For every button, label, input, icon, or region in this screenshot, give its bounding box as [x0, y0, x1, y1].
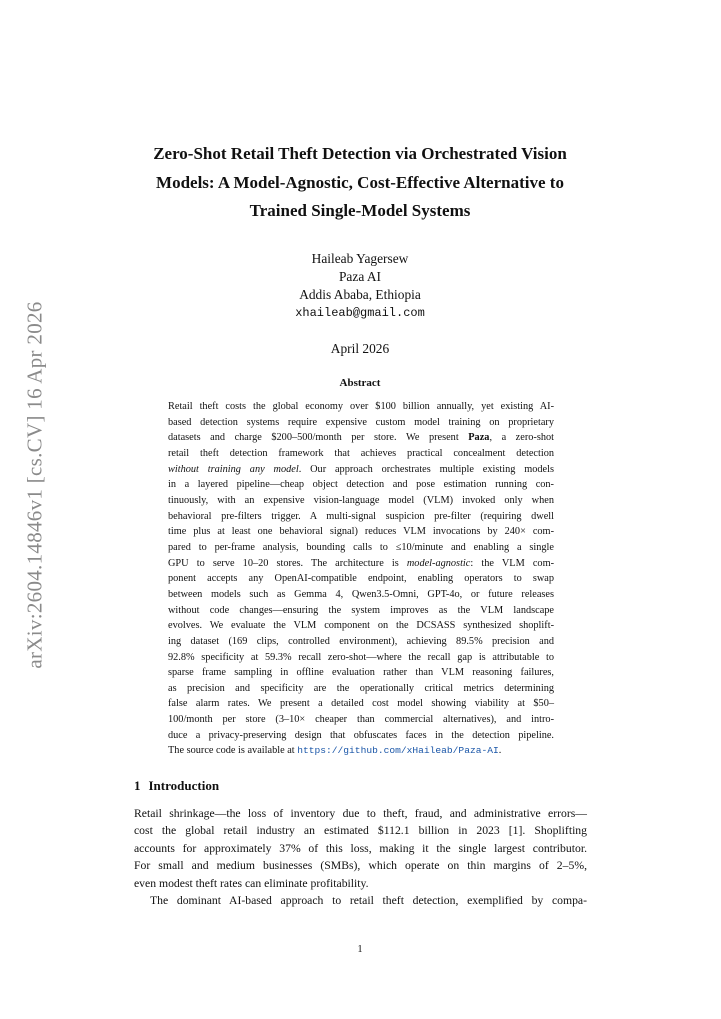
- source-code-link[interactable]: https://github.com/xHaileab/Paza-AI: [297, 745, 499, 757]
- author-email[interactable]: xhaileab@gmail.com: [295, 306, 425, 320]
- abstract-text: The source code is available at: [168, 745, 295, 757]
- paper-title: [120, 140, 600, 226]
- arxiv-sidebar-stamp: [22, 298, 48, 672]
- framework-name: Paza: [468, 432, 490, 444]
- abstract-line: duce a privacy-preserving design that obfuscates faces in the detection pipeline.: [168, 729, 554, 741]
- abstract-line: Retail theft costs the global economy over $100 billion annually, yet existing AI-: [168, 401, 554, 412]
- abstract-text: datasets and charge $200–500/month per store. We present: [168, 432, 459, 444]
- abstract-line: based detection systems require expensive custom model training on proprietary: [168, 416, 554, 428]
- abstract-line: without code changes—ensuring the system improves as the VLM landscape: [168, 604, 554, 616]
- abstract-line: [168, 430, 554, 446]
- abstract-text: : the VLM com-: [470, 557, 555, 569]
- abstract-text: . Our approach orchestrates multiple existing models: [298, 463, 554, 475]
- author-location: Addis Ababa, Ethiopia: [299, 287, 421, 302]
- abstract-text: , a zero-shot: [489, 432, 554, 444]
- author-block: [160, 250, 560, 322]
- abstract-line: [168, 743, 554, 759]
- abstract-line: ing dataset (169 clips, controlled environment), achieving 89.5% precision and: [168, 635, 554, 647]
- page-number: 1: [357, 944, 363, 955]
- body-line: The dominant AI-based approach to retail theft detection, exemplified by compa-: [150, 893, 587, 907]
- abstract-line: evolves. We evaluate the VLM component on the DCSASS synthesized shoplift-: [168, 620, 554, 632]
- abstract-line: tinuously, with an expensive vision-language model (VLM) invoked only when: [168, 494, 554, 506]
- abstract-line: as precision and specificity are the operationally critical metrics determining: [168, 682, 554, 694]
- introduction-body: [134, 805, 587, 909]
- title-line-3: Trained Single-Model Systems: [249, 201, 471, 220]
- abstract-line: 100/month per store (3–10× cheaper than commercial alternatives), and intro-: [168, 714, 554, 726]
- title-line-2: Models: A Model-Agnostic, Cost-Effective Alternative to: [156, 172, 564, 192]
- abstract-line: sparse frame sampling in offline evaluation rather than VLM reasoning failures,: [168, 667, 554, 679]
- section-heading-introduction: [134, 778, 219, 794]
- body-line: cost the global retail industry an estimated $112.1 billion in 2023 [1]. Shoplifting: [134, 824, 587, 838]
- section-title: Introduction: [148, 778, 220, 793]
- abstract-line: false alarm rates. We present a detailed cost model showing viability at $50–: [168, 698, 554, 710]
- body-line: For small and medium businesses (SMBs), which operate on thin margins of 2–5%,: [134, 859, 587, 873]
- emphasis-text: without training any model: [168, 463, 299, 475]
- body-line: even modest theft rates can eliminate profitability.: [134, 876, 369, 890]
- abstract-line: [168, 462, 554, 478]
- title-line-1: Zero-Shot Retail Theft Detection via Orchestrated Vision: [153, 144, 567, 163]
- arxiv-identifier: arXiv:2604.14846v1 [cs.CV] 16 Apr 2026: [22, 301, 47, 669]
- body-line: Retail shrinkage—the loss of inventory due to theft, fraud, and administrative errors—: [134, 807, 587, 820]
- abstract-line: behavioral pre-filters trigger. A multi-signal suspicion pre-filter (requiring dwell: [168, 510, 554, 522]
- abstract-line: pared to per-frame analysis, bounding calls to ≤10/minute and enabling a single: [168, 541, 554, 553]
- abstract-text: .: [498, 745, 502, 757]
- paper-date: April 2026: [330, 341, 390, 356]
- abstract-heading: Abstract: [339, 377, 381, 389]
- section-number: 1: [134, 778, 141, 793]
- abstract-line: ponent accepts any OpenAI-compatible endpoint, enabling operators to swap: [168, 573, 554, 585]
- abstract-line: [168, 556, 554, 572]
- author-name: Haileab Yagersew: [311, 251, 409, 266]
- abstract-line: in a layered pipeline—cheap object detection and pose estimation running con-: [168, 479, 554, 491]
- abstract-text: GPU to serve 10–20 stores. The architecture is: [168, 557, 399, 569]
- body-line: accounts for approximately 37% of this loss, making it the single largest contributor.: [134, 841, 587, 855]
- author-affiliation: Paza AI: [338, 269, 381, 284]
- abstract-line: between models such as Gemma 4, Qwen3.5-Omni, GPT-4o, or future releases: [168, 588, 554, 600]
- abstract-body: [168, 399, 554, 759]
- emphasis-text: model-agnostic: [406, 557, 471, 569]
- abstract-line: time plus at least one behavioral signal) reduces VLM invocations by 240× com-: [168, 526, 554, 538]
- abstract-line: retail theft detection framework that achieves practical concealment detection: [168, 447, 554, 459]
- abstract-line: 92.8% specificity at 59.3% recall zero-shot—where the recall gap is attributable to: [168, 651, 554, 663]
